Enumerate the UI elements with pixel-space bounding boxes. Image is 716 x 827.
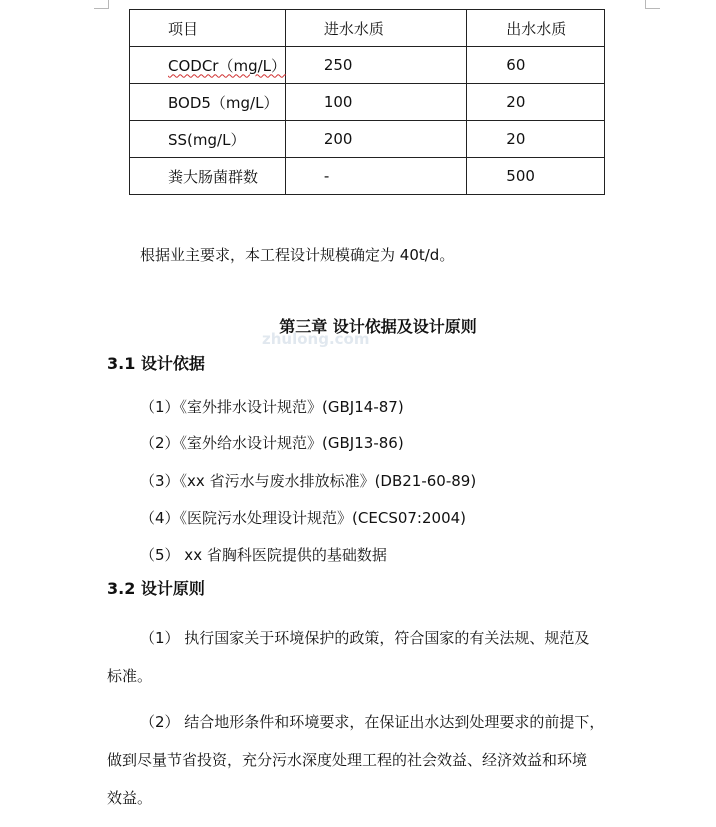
table-cell: 250	[285, 47, 466, 84]
watermark-text: zhulong.com	[262, 330, 370, 348]
table-row	[130, 121, 605, 158]
table-cell: 200	[285, 121, 466, 158]
table-header-cell: 出水水质	[467, 10, 605, 47]
design-basis-item: （2）《室外给水设计规范》(GBJ13-86)	[140, 434, 404, 452]
table-header-cell: 项目	[130, 10, 286, 47]
principle-1-line-1: （1） 执行国家关于环境保护的政策，符合国家的有关法规、规范及	[140, 629, 590, 647]
table-cell: BOD5（mg/L）	[130, 84, 286, 121]
table-header-row	[130, 10, 605, 47]
design-basis-item: （5） xx 省胸科医院提供的基础数据	[140, 546, 387, 564]
table-cell	[130, 47, 286, 84]
design-scale-paragraph: 根据业主要求，本工程设计规模确定为 40t/d。	[140, 246, 455, 264]
table-cell: SS(mg/L）	[130, 121, 286, 158]
table-cell-text: CODCr（mg/L）	[168, 56, 287, 75]
water-quality-table	[129, 9, 605, 195]
table-row	[130, 84, 605, 121]
page-corner-mark-left	[94, 0, 109, 9]
table-cell: -	[285, 158, 466, 195]
table-cell: 20	[467, 84, 605, 121]
design-basis-item: （4）《医院污水处理设计规范》(CECS07:2004)	[140, 509, 467, 527]
section-3-2-heading: 3.2 设计原则	[107, 579, 205, 598]
principle-1-line-2: 标准。	[107, 667, 153, 685]
table-cell: 粪大肠菌群数	[130, 158, 286, 195]
design-basis-item: （1）《室外排水设计规范》(GBJ14-87)	[140, 398, 404, 416]
table-cell: 60	[467, 47, 605, 84]
table-cell: 20	[467, 121, 605, 158]
chapter-title: 第三章 设计依据及设计原则	[279, 317, 477, 336]
table-cell: 500	[467, 158, 605, 195]
principle-2-line-3: 效益。	[107, 789, 153, 807]
principle-2-line-1: （2） 结合地形条件和环境要求，在保证出水达到处理要求的前提下，	[140, 713, 605, 731]
section-3-1-heading: 3.1 设计依据	[107, 354, 205, 373]
table-row	[130, 158, 605, 195]
principle-2-line-2: 做到尽量节省投资，充分污水深度处理工程的社会效益、经济效益和环境	[107, 751, 588, 769]
table-cell: 100	[285, 84, 466, 121]
table-row	[130, 47, 605, 84]
table-header-cell: 进水水质	[285, 10, 466, 47]
design-basis-item: （3）《xx 省污水与废水排放标准》(DB21-60-89)	[140, 472, 477, 490]
page-corner-mark-right	[645, 0, 660, 9]
